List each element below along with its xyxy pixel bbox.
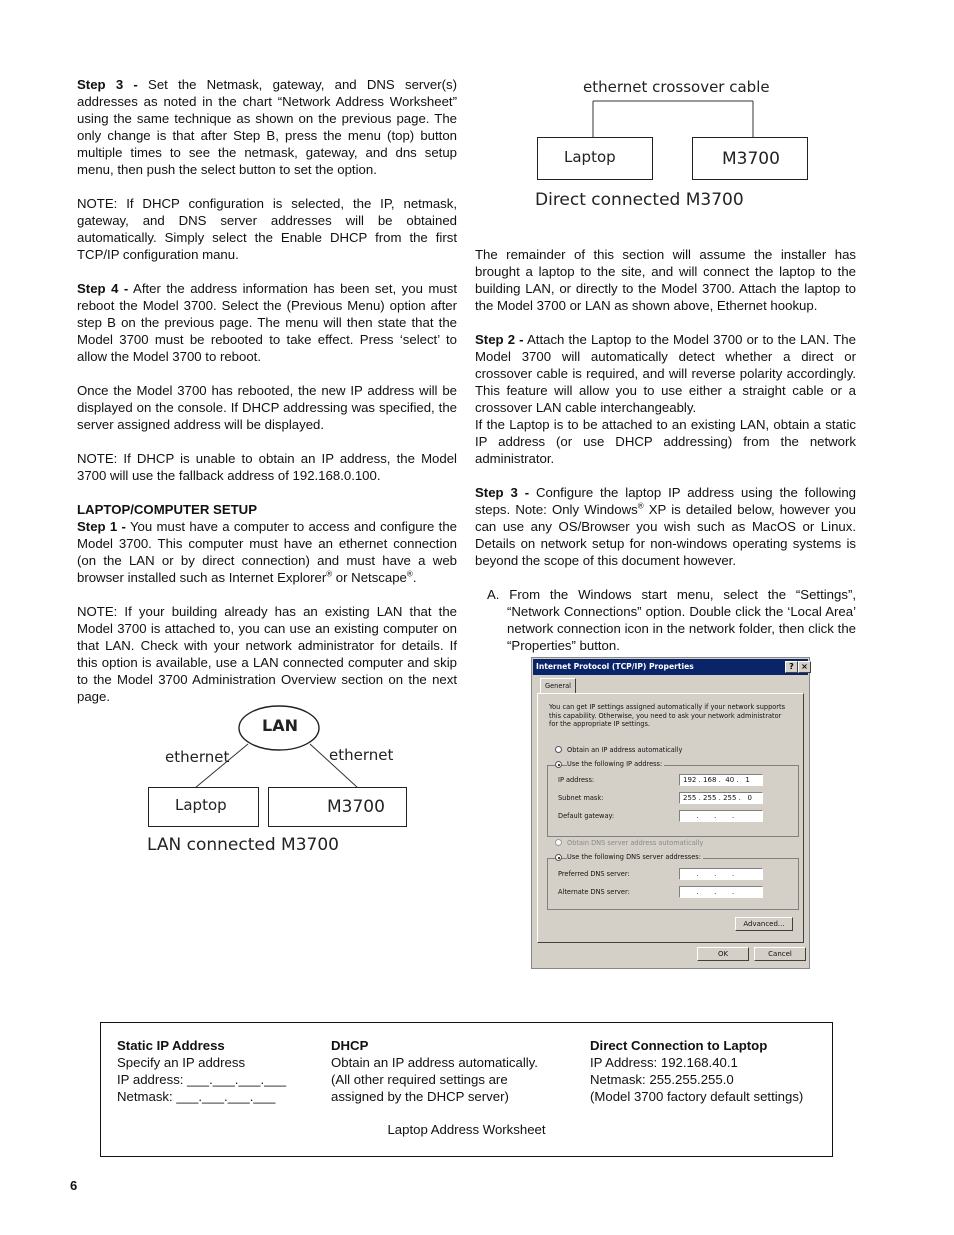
subnet-mask-field[interactable]: 255 . 255 . 255 . 0 bbox=[679, 792, 763, 804]
note-lan: NOTE: If your building already has an existing LAN that the Model 3700 is attached to, you can use an existing computer on that LAN. Check with your network administrator for details. If this option is available, use a LAN connected computer and skip to the Model 3700 Administration Overview section on the next page. bbox=[77, 604, 457, 704]
obtain-ip-auto-radio[interactable] bbox=[555, 746, 562, 753]
direct-connection-column bbox=[590, 1037, 803, 1105]
lan-label: LAN bbox=[262, 716, 298, 735]
step3-paragraph: Step 3 - Set the Netmask, gateway, and DNS server(s) addresses as noted in the chart “Network Address Worksheet” using the same technique as shown on the previous page. The only change is that after Step B, press the menu (top) button multiple times to see the netmask, gateway, and dns setup menu, then push the select button to set the option. bbox=[77, 77, 457, 177]
step3-laptop-paragraph: Step 3 - Configure the laptop IP address using the following steps. Note: Only Windows® XP is detailed below, however you can use any OS/Browser you wish such as MacOS or Linux. Details on network setup for non-windows operating systems is beyond the scope of this document however. bbox=[475, 485, 856, 568]
dhcp-title: DHCP bbox=[331, 1038, 369, 1053]
dialog-title-bar bbox=[533, 659, 808, 675]
step4-paragraph: Step 4 - After the address information has been set, you must reboot the Model 3700. Select the (Previous Menu) option after step B on the previous page. The menu will then state that the Model 3700 must be rebooted to take effect. Press ‘select’ to allow the Model 3700 to reboot. bbox=[77, 281, 457, 364]
existing-lan-paragraph: If the Laptop is to be attached to an existing LAN, obtain a static IP address (or use DHCP addressing) from the network administrator. bbox=[475, 417, 856, 466]
dialog-intro-text: You can get IP settings assigned automatically if your network supports this capability. Otherwise, you need to ask your network administrator for the appropriate IP settings. bbox=[549, 703, 786, 728]
use-following-dns-radio[interactable] bbox=[555, 854, 562, 861]
step-a-paragraph: A. From the Windows start menu, select the “Settings”, “Network Connections” option. Double click the ‘Local Area’ network connection icon in the network folder, then click the “Properties” button. bbox=[487, 587, 856, 653]
direct-connection-line1: IP Address: 192.168.40.1 bbox=[590, 1055, 738, 1070]
ip-address-label: IP address: bbox=[558, 776, 595, 784]
direct-connection-line3: (Model 3700 factory default settings) bbox=[590, 1089, 804, 1104]
laptop-label-direct: Laptop bbox=[564, 148, 616, 166]
obtain-dns-auto-radio[interactable] bbox=[555, 839, 562, 846]
note-dhcp-config: NOTE: If DHCP configuration is selected, the IP, netmask, gateway, and DNS server addresses will be obtained automatically. Simply select the Enable DHCP from the first TCP/IP configuration manu. bbox=[77, 196, 457, 262]
crossover-cable-label: ethernet crossover cable bbox=[583, 78, 770, 96]
left-column bbox=[77, 76, 457, 722]
right-column bbox=[475, 246, 856, 671]
m3700-label-direct: M3700 bbox=[722, 149, 780, 169]
static-ip-line2: IP address: ___.___.___.___ bbox=[117, 1072, 287, 1087]
help-button[interactable]: ? bbox=[785, 661, 798, 673]
step2-paragraph: Step 2 - Attach the Laptop to the Model 3700 or to the LAN. The Model 3700 will automatically detect whether a direct or crossover cable is required, and will reverse polarity accordingly. This feature will allow you to use either a straight cable or a crossover LAN cable interchangeably. bbox=[475, 332, 856, 415]
laptop-setup-heading: LAPTOP/COMPUTER SETUP bbox=[77, 502, 258, 517]
dhcp-column bbox=[331, 1037, 538, 1105]
lan-diagram-caption: LAN connected M3700 bbox=[147, 835, 339, 855]
remainder-paragraph: The remainder of this section will assume the installer has brought a laptop to the site, and will connect the laptop to the building LAN, or directly to the Model 3700. Attach the laptop to the Model 3700 or LAN as shown above, Ethernet hookup. bbox=[475, 247, 856, 313]
default-gateway-label: Default gateway: bbox=[558, 812, 615, 820]
m3700-label-lan: M3700 bbox=[327, 797, 385, 817]
laptop-label-lan: Laptop bbox=[175, 796, 227, 814]
close-button[interactable]: × bbox=[798, 661, 811, 673]
laptop-address-worksheet bbox=[100, 1022, 833, 1157]
dhcp-line2: (All other required settings are bbox=[331, 1072, 508, 1087]
static-ip-column bbox=[117, 1037, 286, 1105]
note-fallback: NOTE: If DHCP is unable to obtain an IP address, the Model 3700 will use the fallback address of 192.168.0.100. bbox=[77, 451, 457, 483]
ethernet-right-label: ethernet bbox=[329, 746, 394, 764]
ok-button[interactable]: OK bbox=[697, 947, 749, 961]
ethernet-left-label: ethernet bbox=[165, 748, 230, 766]
tcpip-properties-dialog bbox=[531, 657, 810, 969]
alternate-dns-label: Alternate DNS server: bbox=[558, 888, 630, 896]
alternate-dns-field[interactable]: . . . bbox=[679, 886, 763, 898]
step1-paragraph: Step 1 - You must have a computer to access and configure the Model 3700. This computer must have an ethernet connection (on the LAN or by direct connection) and must have a web browser installed such as Internet Explorer® or Netscape®. bbox=[77, 519, 457, 585]
preferred-dns-label: Preferred DNS server: bbox=[558, 870, 630, 878]
rebooted-paragraph: Once the Model 3700 has rebooted, the new IP address will be displayed on the console. If DHCP addressing was specified, the server assigned address will be displayed. bbox=[77, 383, 457, 432]
static-ip-line3: Netmask: ___.___.___.___ bbox=[117, 1089, 276, 1104]
cancel-button[interactable]: Cancel bbox=[754, 947, 806, 961]
dhcp-line1: Obtain an IP address automatically. bbox=[331, 1055, 538, 1070]
tab-general[interactable]: General bbox=[540, 678, 576, 694]
default-gateway-field[interactable]: . . . bbox=[679, 810, 763, 822]
general-panel bbox=[537, 693, 804, 943]
static-ip-title: Static IP Address bbox=[117, 1038, 225, 1053]
crossover-cable-lines bbox=[580, 98, 780, 140]
direct-diagram-caption: Direct connected M3700 bbox=[535, 190, 744, 210]
page-number: 6 bbox=[70, 1178, 78, 1193]
obtain-ip-auto-label: Obtain an IP address automatically bbox=[567, 746, 683, 754]
advanced-button[interactable]: Advanced... bbox=[735, 917, 793, 931]
ip-address-field[interactable]: 192 . 168 . 40 . 1 bbox=[679, 774, 763, 786]
subnet-mask-label: Subnet mask: bbox=[558, 794, 604, 802]
obtain-dns-auto-label: Obtain DNS server address automatically bbox=[567, 839, 704, 847]
use-following-dns-label: Use the following DNS server addresses: bbox=[567, 853, 701, 861]
worksheet-caption: Laptop Address Worksheet bbox=[387, 1122, 546, 1137]
static-ip-line1: Specify an IP address bbox=[117, 1055, 246, 1070]
dhcp-line3: assigned by the DHCP server) bbox=[331, 1089, 509, 1104]
use-following-ip-label: Use the following IP address: bbox=[567, 760, 663, 768]
use-following-ip-radio[interactable] bbox=[555, 761, 562, 768]
dialog-title: Internet Protocol (TCP/IP) Properties bbox=[536, 662, 694, 671]
direct-connection-line2: Netmask: 255.255.255.0 bbox=[590, 1072, 734, 1087]
direct-connection-title: Direct Connection to Laptop bbox=[590, 1038, 768, 1053]
dns-group bbox=[547, 858, 799, 910]
preferred-dns-field[interactable]: . . . bbox=[679, 868, 763, 880]
